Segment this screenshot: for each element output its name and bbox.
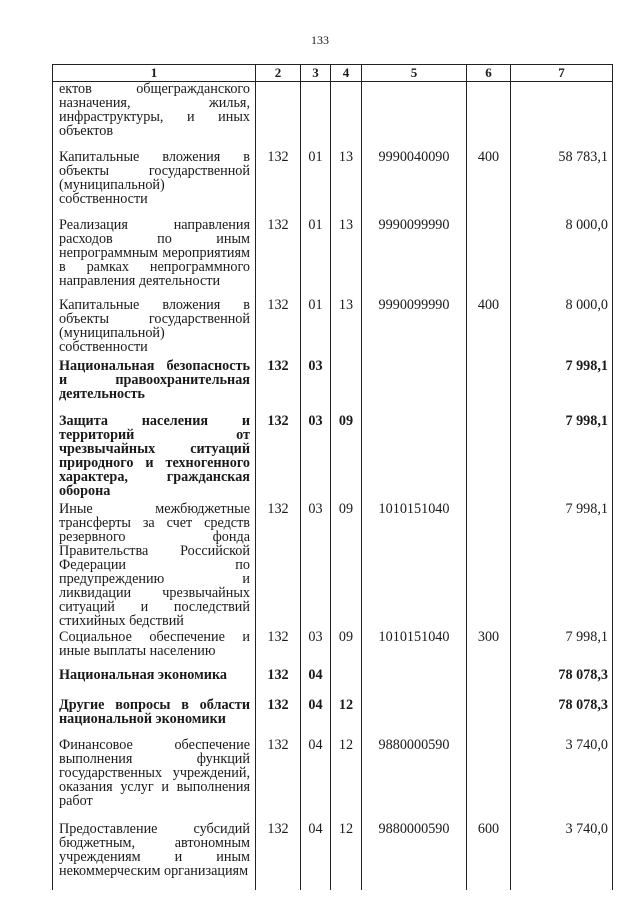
item-name: Национальная безопасность и правоохранительная деятельность [53,354,256,409]
column-header: 5 [362,65,467,82]
subsection-code: 12 [331,696,362,736]
target-article-code [362,696,467,736]
section-code: 04 [301,666,331,696]
item-name: Социальное обеспечение и иные выплаты населению [53,628,256,666]
section-code: 03 [301,628,331,666]
subsection-code: 13 [331,146,362,216]
amount-value: 7 998,1 [511,409,613,498]
subsection-code: 12 [331,820,362,890]
expense-type-code [467,354,511,409]
subsection-code: 13 [331,296,362,354]
amount-value: 58 783,1 [511,146,613,216]
expense-type-code [467,216,511,296]
target-article-code [362,409,467,498]
department-code: 132 [256,736,301,820]
table-row [53,736,613,820]
table-header-row [53,65,613,82]
table-row [53,354,613,409]
department-code: 132 [256,216,301,296]
column-header: 1 [53,65,256,82]
subsection-code: 09 [331,498,362,628]
expense-type-code: 300 [467,628,511,666]
target-article-code: 9990099990 [362,216,467,296]
table-row [53,820,613,890]
amount-value: 7 998,1 [511,628,613,666]
department-code: 132 [256,146,301,216]
amount-value: 3 740,0 [511,820,613,890]
subsection-code [331,82,362,147]
item-name: ектов общегражданского назначения, жилья, инфраструктуры, и иных объектов [53,82,256,147]
item-name: Капитальные вложения в объекты государственной (муниципальной) собственности [53,296,256,354]
amount-value [511,82,613,147]
table-row [53,696,613,736]
amount-value: 8 000,0 [511,296,613,354]
subsection-code: 13 [331,216,362,296]
department-code: 132 [256,354,301,409]
amount-value: 78 078,3 [511,696,613,736]
expense-type-code: 600 [467,820,511,890]
table-row [53,296,613,354]
amount-value: 7 998,1 [511,354,613,409]
amount-value: 8 000,0 [511,216,613,296]
target-article-code: 9880000590 [362,736,467,820]
item-name: Защита населения и территорий от чрезвычайных ситуаций природного и техногенного характера, гражданская оборона [53,409,256,498]
subsection-code: 09 [331,628,362,666]
expense-type-code: 400 [467,296,511,354]
column-header: 3 [301,65,331,82]
item-name: Другие вопросы в области национальной экономики [53,696,256,736]
target-article-code [362,666,467,696]
department-code: 132 [256,409,301,498]
item-name: Иные межбюджетные трансферты за счет средств резервного фонда Правительства Российской Федерации по предупреждению и ликвидации чрезвычайных ситуаций и последствий стихийных бедствий [53,498,256,628]
item-name: Финансовое обеспечение выполнения функций государственных учреждений, оказания услуг и выполнения работ [53,736,256,820]
page-number: 133 [311,33,329,47]
table-row [53,82,613,147]
budget-table [52,64,613,890]
target-article-code: 1010151040 [362,498,467,628]
expense-type-code [467,736,511,820]
subsection-code [331,354,362,409]
subsection-code: 09 [331,409,362,498]
section-code: 04 [301,696,331,736]
column-header: 4 [331,65,362,82]
column-header: 7 [511,65,613,82]
table-row [53,666,613,696]
column-header: 6 [467,65,511,82]
department-code: 132 [256,696,301,736]
subsection-code [331,666,362,696]
expense-type-code [467,666,511,696]
section-code [301,82,331,147]
section-code: 03 [301,354,331,409]
column-header: 2 [256,65,301,82]
item-name: Капитальные вложения в объекты государственной (муниципальной) собственности [53,146,256,216]
department-code: 132 [256,628,301,666]
section-code: 03 [301,498,331,628]
table-row [53,409,613,498]
section-code: 03 [301,409,331,498]
expense-type-code [467,82,511,147]
item-name: Предоставление субсидий бюджетным, автономным учреждениям и иным некоммерческим организациям [53,820,256,890]
table-row [53,216,613,296]
amount-value: 3 740,0 [511,736,613,820]
department-code: 132 [256,820,301,890]
department-code: 132 [256,666,301,696]
target-article-code: 1010151040 [362,628,467,666]
department-code: 132 [256,296,301,354]
amount-value: 78 078,3 [511,666,613,696]
department-code [256,82,301,147]
section-code: 04 [301,736,331,820]
expense-type-code [467,498,511,628]
expense-type-code [467,696,511,736]
amount-value: 7 998,1 [511,498,613,628]
target-article-code: 9990040090 [362,146,467,216]
item-name: Национальная экономика [53,666,256,696]
department-code: 132 [256,498,301,628]
target-article-code [362,82,467,147]
expense-type-code: 400 [467,146,511,216]
section-code: 01 [301,146,331,216]
target-article-code [362,354,467,409]
table-row [53,146,613,216]
section-code: 01 [301,216,331,296]
section-code: 01 [301,296,331,354]
table-row [53,498,613,628]
expense-type-code [467,409,511,498]
target-article-code: 9880000590 [362,820,467,890]
subsection-code: 12 [331,736,362,820]
item-name: Реализация направления расходов по иным непрограммным мероприятиям в рамках непрограммного направления деятельности [53,216,256,296]
table-row [53,628,613,666]
section-code: 04 [301,820,331,890]
target-article-code: 9990099990 [362,296,467,354]
